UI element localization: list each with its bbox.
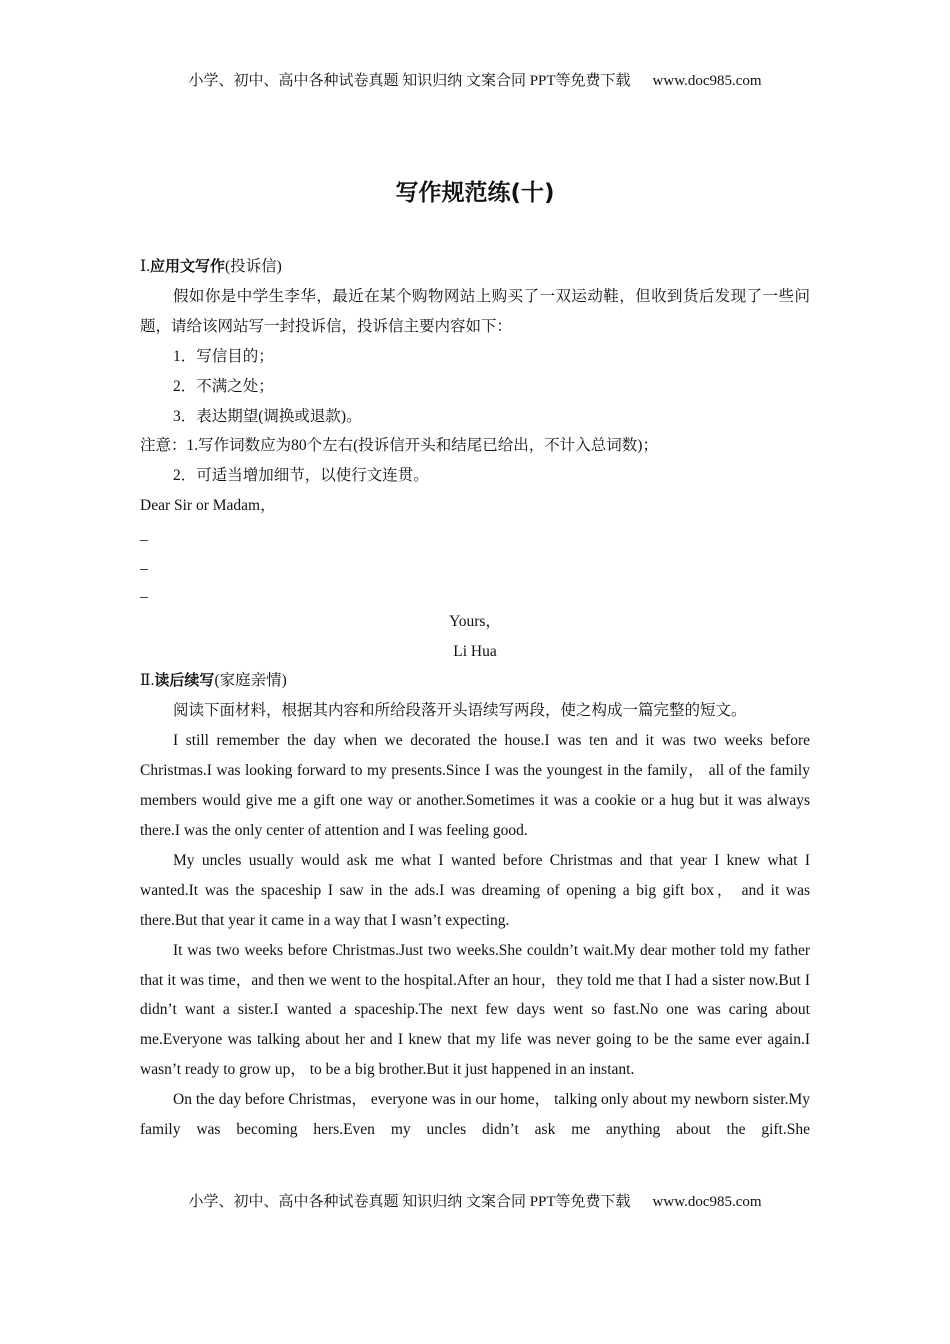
story-paragraph: On the day before Christmas， everyone was in our home， talking only about my newborn sister.My family was becoming hers.Even my uncles didn’t ask me anything about the gift.She	[140, 1091, 810, 1139]
answer-blank: _	[140, 583, 148, 601]
page-title: 写作规范练(十)	[395, 180, 555, 206]
answer-blank: _	[140, 526, 148, 544]
section-topic: (投诉信)	[225, 258, 282, 275]
story-paragraph: It was two weeks before Christmas.Just two weeks.She couldn’t wait.My dear mother told my father that it was time，and then we went to the hospital.After an hour，they told me that I had a sister now.But I didn’t want a sister.I wanted a spaceship.The next few days went so fast.No one was caring about me.Everyone was talking about her and I knew that my life was never going to be the same ever again.I wasn’t ready to grow up， to be a big brother.But it just happened in an instant.	[140, 941, 810, 1079]
note-2: 2．可适当增加细节，以使行文连贯。	[173, 467, 429, 485]
story-paragraph: I still remember the day when we decorated the house.I was ten and it was two weeks before Christmas.I was looking forward to my presents.Since I was the youngest in the family， all of the family members would give me a gift one way or another.Sometimes it was a cookie or a hug but it was always there.I was the only center of attention and I was feeling good.	[140, 732, 810, 839]
page-header	[0, 69, 950, 90]
story-paragraph: My uncles usually would ask me what I wanted before Christmas and that year I knew what I wanted.It was the spaceship I saw in the ads.I was dreaming of opening a big gift box， and it was there.But that year it came in a way that I wasn’t expecting.	[140, 851, 810, 929]
footer-url: www.doc985.com	[652, 1194, 762, 1210]
list-item: 2．不满之处；	[173, 377, 274, 395]
document-body	[140, 252, 810, 1145]
answer-blank: _	[140, 554, 148, 572]
letter-signature: Li Hua	[453, 642, 497, 660]
section-title: 读后续写	[154, 671, 215, 690]
footer-text: 小学、初中、高中各种试卷真题 知识归纳 文案合同 PPT等免费下载	[188, 1194, 631, 1210]
section-topic: (家庭亲情)	[214, 672, 287, 690]
note-1: 注意：1.写作词数应为80个左右(投诉信开头和结尾已给出，不计入总词数)；	[140, 437, 658, 455]
page-footer	[0, 1190, 950, 1211]
section1-heading	[140, 252, 810, 282]
section2-prompt: 阅读下面材料，根据其内容和所给段落开头语续写两段，使之构成一篇完整的短文。	[173, 702, 747, 720]
list-item: 3．表达期望(调换或退款)。	[173, 407, 362, 425]
letter-greeting: Dear Sir or Madam，	[140, 497, 276, 515]
list-item: 1．写信目的；	[173, 347, 274, 365]
letter-closing: Yours，	[449, 612, 501, 630]
section-number: Ⅱ.	[140, 672, 155, 690]
header-url: www.doc985.com	[652, 73, 762, 89]
section1-prompt: 假如你是中学生李华，最近在某个购物网站上购买了一双运动鞋，但收到货后发现了一些问题，请给该网站写一封投诉信，投诉信主要内容如下：	[140, 287, 810, 335]
section2-heading	[140, 666, 810, 696]
header-text: 小学、初中、高中各种试卷真题 知识归纳 文案合同 PPT等免费下载	[188, 73, 631, 89]
section-title: 应用文写作	[150, 257, 226, 275]
section-number: Ⅰ.	[140, 258, 150, 275]
